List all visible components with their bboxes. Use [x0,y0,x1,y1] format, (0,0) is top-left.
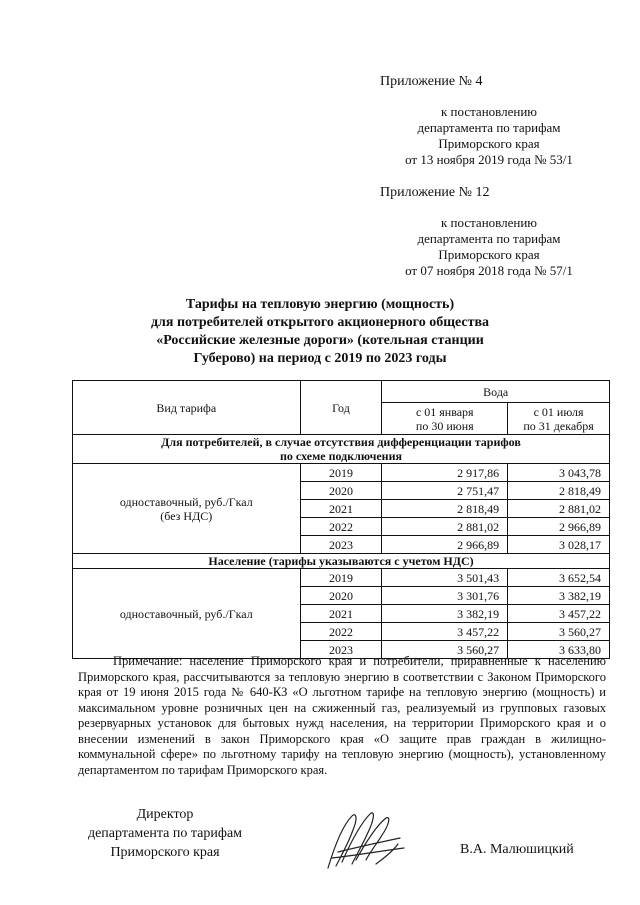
section-title-line: по схеме подключения [279,449,403,463]
signatory-position-line: Директор [136,807,194,822]
tariff-h2-cell: 3 457,22 [508,605,610,623]
tariff-type-line: одноставочный, руб./Гкал [119,494,253,509]
year-cell: 2020 [300,482,382,500]
section-title [73,435,610,464]
tariff-h2-cell: 3 028,17 [508,536,610,554]
signatory-position [60,805,270,862]
signatory-position-line: Приморского края [110,845,220,860]
section-title-line: Для потребителей, в случае отсутствия дифференциации тарифов [161,435,521,449]
tariff-h1-cell: 3 501,43 [382,569,508,587]
annex-4-line: департамента по тарифам [417,120,561,135]
annex-12-line: от 07 ноября 2018 года № 57/1 [405,263,573,278]
tariff-type-cell [73,464,301,554]
section-title: Население (тарифы указываются с учетом НДС) [73,554,610,569]
header-period-1-line: с 01 января [415,404,474,419]
year-cell: 2022 [300,518,382,536]
tariff-h1-cell: 2 751,47 [382,482,508,500]
annex-4-title: Приложение № 4 [380,74,483,89]
annex-4-line: от 13 ноября 2019 года № 53/1 [405,152,573,167]
tariff-h1-cell: 2 966,89 [382,536,508,554]
annex-12-line: к постановлению [440,215,538,230]
section-row [73,554,610,569]
annex-12-line: Приморского края [438,247,540,262]
handwritten-signature [320,808,410,881]
tariff-h2-cell: 3 382,19 [508,587,610,605]
header-year: Год [300,381,382,435]
year-cell: 2023 [300,536,382,554]
tariff-h1-cell: 2 881,02 [382,518,508,536]
year-cell: 2019 [300,464,382,482]
header-period-2-line: с 01 июля [533,404,584,419]
annex-12-line: департамента по тарифам [417,231,561,246]
header-period-1 [382,403,508,435]
header-period-2 [508,403,610,435]
table-row [73,569,610,587]
header-tariff-type: Вид тарифа [73,381,301,435]
tariff-type-line: (без НДС) [160,508,213,523]
tariff-type-cell: одноставочный, руб./Гкал [73,569,301,659]
note-paragraph: Примечание: население Приморского края и потребители, приравненные к населению Приморского края, рассчитываются за тепловую энергию в соответствии с Законом Приморского края от 19 июня 2015 года № 640-КЗ «О льготном тарифе на тепловую энергию (мощность) и максимальном уровне розничных цен на сжиженный газ, реализуемый из групповых газовых резервуарных установок для бытовых нужд населения, на территории Приморского края и о внесении изменений в закон Приморского края «О защите прав граждан в жилищно-коммунальной сфере» по льготному тарифу на тепловую энергию (мощность), установленному департаментом по тарифам Приморского края. [78,654,606,777]
header-water: Вода [382,381,610,403]
year-cell: 2020 [300,587,382,605]
header-period-2-line: по 31 декабря [523,418,594,433]
tariff-h2-cell: 3 652,54 [508,569,610,587]
title-line: Губерово) на период с 2019 по 2023 годы [193,351,447,366]
year-cell: 2019 [300,569,382,587]
annex-4-line: Приморского края [438,136,540,151]
tariff-h2-cell: 2 881,02 [508,500,610,518]
header-row [73,381,610,403]
signature-scribble-icon [320,808,410,876]
tariff-h1-cell: 3 457,22 [382,623,508,641]
tariff-h1-cell: 2 818,49 [382,500,508,518]
section-row [73,435,610,464]
annex-12-title: Приложение № 12 [380,185,490,200]
tariff-h2-cell: 2 966,89 [508,518,610,536]
signatory-name: В.А. Малюшицкий [460,842,574,857]
tariff-h2-cell: 3 560,27 [508,623,610,641]
annex-4-line: к постановлению [440,104,538,119]
title-line: «Российские железные дороги» (котельная станции [156,333,484,348]
title-line: Тарифы на тепловую энергию (мощность) [185,297,455,312]
tariff-h1-cell: 3 301,76 [382,587,508,605]
annex-4-reference [380,104,598,168]
year-cell: 2022 [300,623,382,641]
tariff-h1-cell: 3 560,27 [382,641,508,659]
year-cell: 2021 [300,500,382,518]
tariff-h1-cell: 3 382,19 [382,605,508,623]
tariff-h2-cell: 3 043,78 [508,464,610,482]
tariff-h1-cell: 2 917,86 [382,464,508,482]
document-title [110,296,530,368]
title-line: для потребителей открытого акционерного общества [150,315,490,330]
signatory-position-line: департамента по тарифам [87,826,243,841]
tariff-h2-cell: 3 633,80 [508,641,610,659]
year-cell: 2021 [300,605,382,623]
tariff-h2-cell: 2 818,49 [508,482,610,500]
header-period-1-line: по 30 июня [415,418,474,433]
tariff-table [72,380,610,659]
year-cell: 2023 [300,641,382,659]
annex-12-reference [380,215,598,279]
table-row [73,464,610,482]
